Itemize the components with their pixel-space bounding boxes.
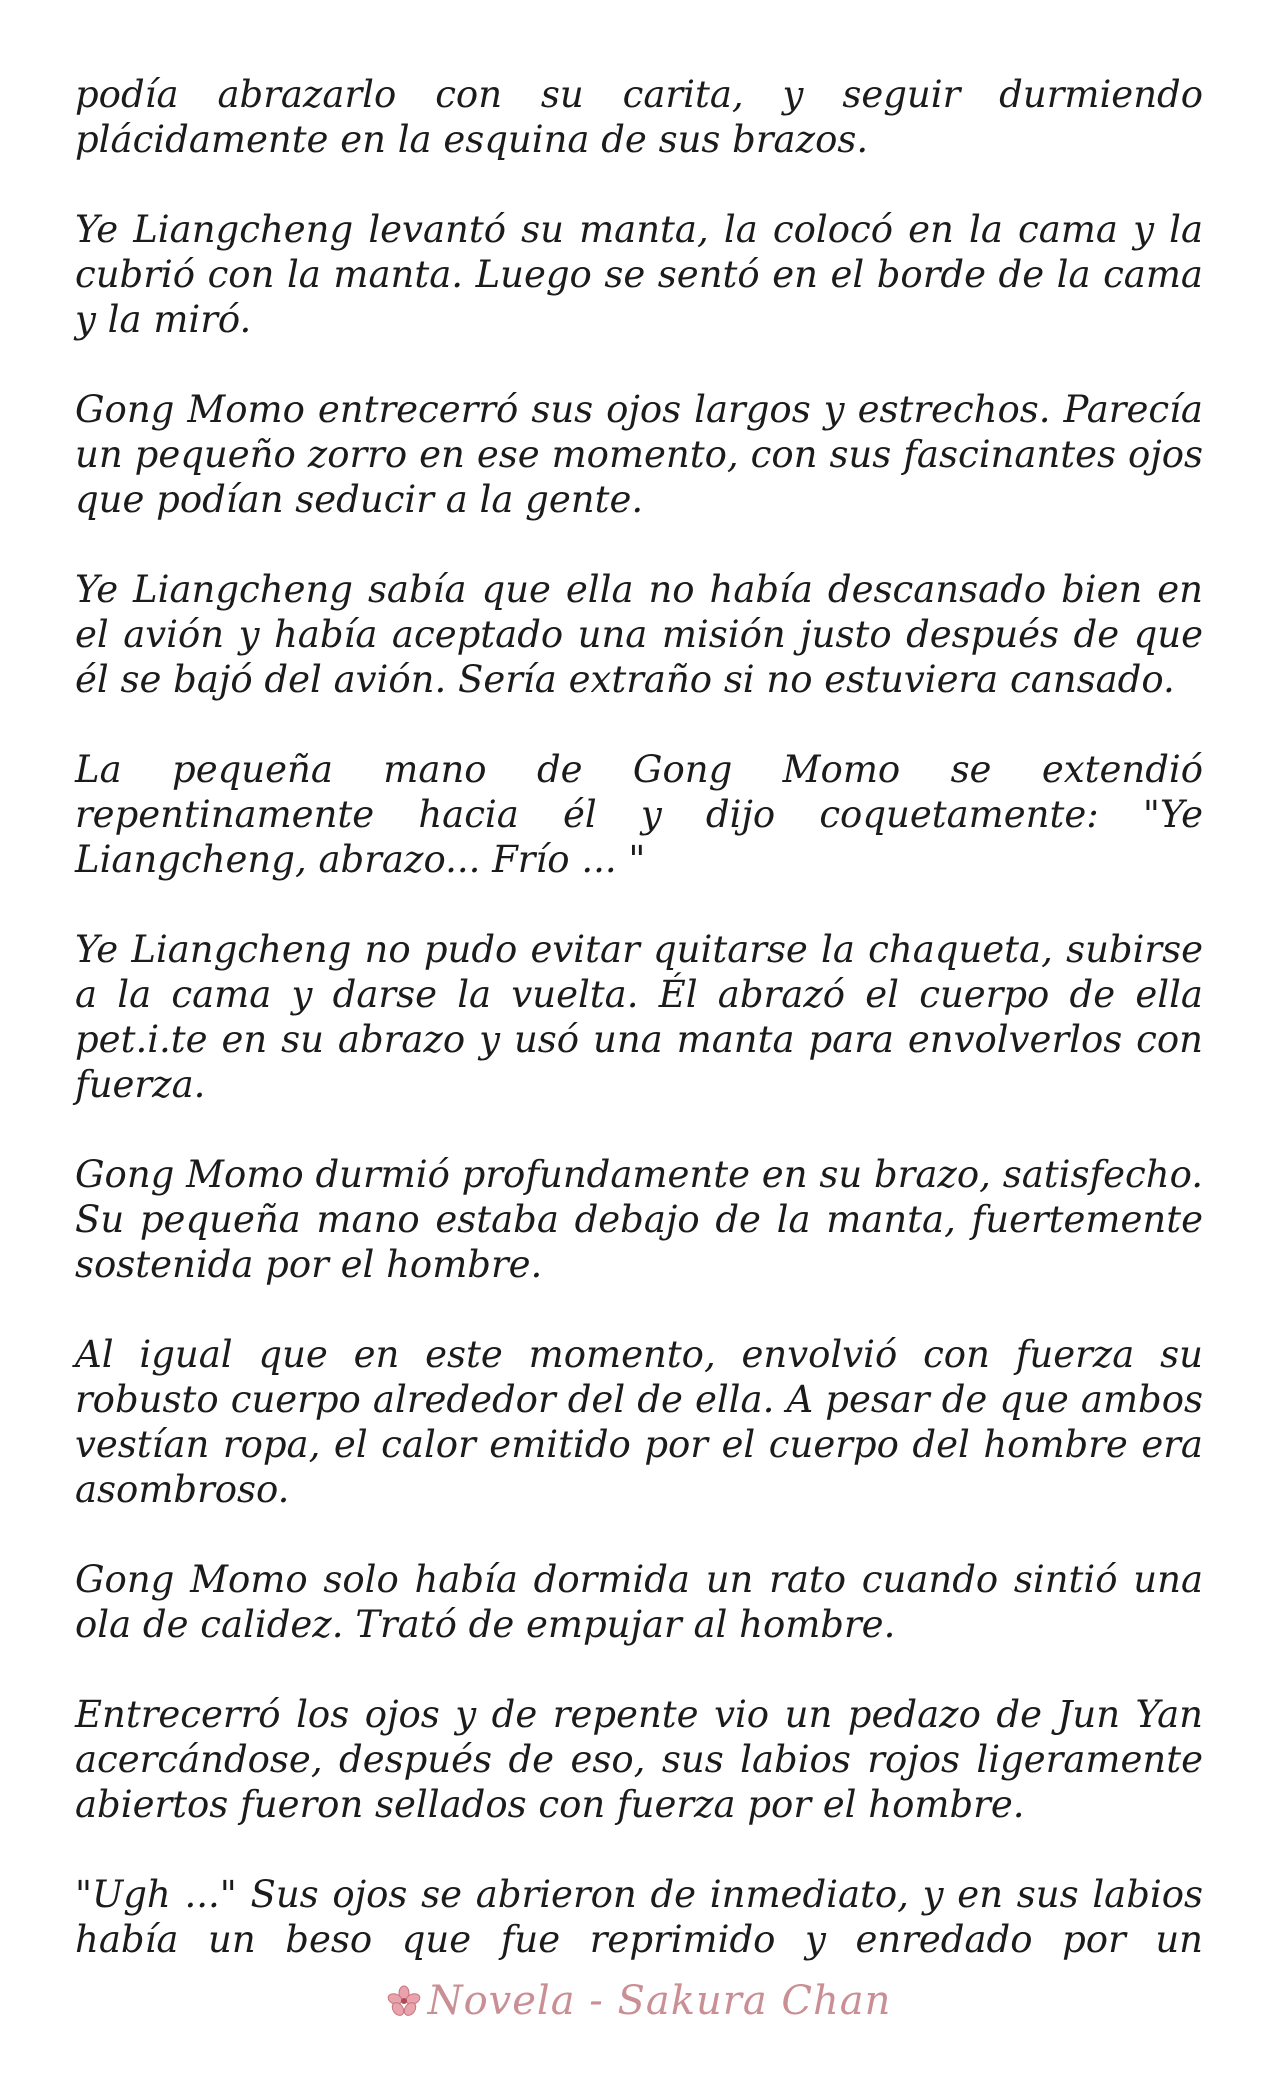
paragraph: Ye Liangcheng no pudo evitar quitarse la chaqueta, subirse a la cama y darse la vuelta. Él abrazó el cuerpo de ella pet.i.te en su abrazo y usó una manta para envolverlos con fuerza. (75, 928, 1203, 1106)
paragraph: Ye Liangcheng levantó su manta, la colocó en la cama y la cubrió con la manta. Luego se sentó en el borde de la cama y la miró. (75, 208, 1203, 341)
paragraph: Entrecerró los ojos y de repente vio un pedazo de Jun Yan acercándose, después de eso, sus labios rojos ligeramente abiertos fueron sellados con fuerza por el hombre. (75, 1693, 1203, 1826)
watermark-text: Novela - Sakura Chan (427, 1978, 892, 2024)
paragraph: Gong Momo solo había dormida un rato cuando sintió una ola de calidez. Trató de empujar al hombre. (75, 1558, 1203, 1646)
paragraph: La pequeña mano de Gong Momo se extendió repentinamente hacia él y dijo coquetamente: "Ye Liangcheng, abrazo... Frío ... " (75, 748, 1203, 881)
paragraph: Gong Momo entrecerró sus ojos largos y estrechos. Parecía un pequeño zorro en ese momento, con sus fascinantes ojos que podían seducir a la gente. (75, 388, 1203, 521)
paragraph: podía abrazarlo con su carita, y seguir durmiendo plácidamente en la esquina de sus brazos. (75, 73, 1203, 161)
paragraph: "Ugh ..." Sus ojos se abrieron de inmediato, y en sus labios había un beso que fue reprimido y enredado por un (75, 1873, 1203, 1961)
paragraph: Ye Liangcheng sabía que ella no había descansado bien en el avión y había aceptado una misión justo después de que él se bajó del avión. Sería extraño si no estuviera cansado. (75, 568, 1203, 701)
paragraph: Gong Momo durmió profundamente en su brazo, satisfecho. Su pequeña mano estaba debajo de la manta, fuertemente sostenida por el hombre. (75, 1153, 1203, 1286)
sakura-flower-icon (384, 1982, 424, 2016)
paragraph: Al igual que en este momento, envolvió con fuerza su robusto cuerpo alrededor del de ella. A pesar de que ambos vestían ropa, el calor emitido por el cuerpo del hombre era asombroso. (75, 1333, 1203, 1511)
chapter-text (75, 72, 1203, 1962)
watermark (0, 1978, 1275, 2024)
